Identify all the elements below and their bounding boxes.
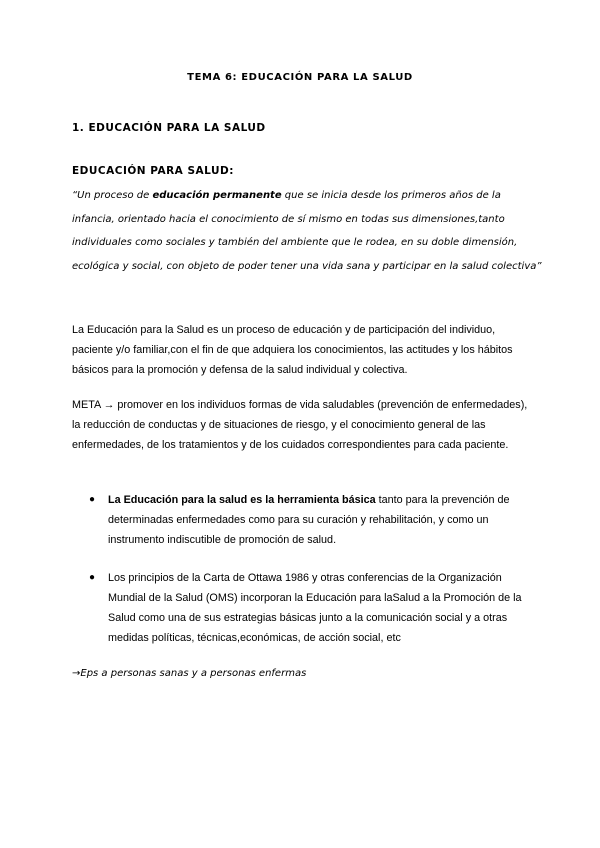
paragraph-definition: La Educación para la Salud es un proceso de educación y de participación del individuo, paciente y/o familiar,con el fin de que adquiera los conocimientos, las actitudes y los hábitos básicos para la promoción y defensa de la salud individual y colectiva. (72, 324, 513, 376)
quote-start: “Un proceso de (72, 190, 153, 201)
document-title: TEMA 6: EDUCACIÓN PARA LA SALUD (187, 72, 413, 83)
bullet-bold-text: La Educación para la salud es la herramienta básica (108, 494, 376, 506)
definition-quote (72, 184, 542, 278)
list-item (72, 490, 534, 550)
bullet-icon: ● (89, 572, 96, 583)
bullet-text: tanto para la prevención de determinadas enfermedades como para su curación y rehabilitación, y como un instrumento indiscutible de promoción de salud. (108, 494, 510, 546)
bullet-icon: ● (89, 494, 96, 505)
bullet-list-1 (72, 490, 534, 550)
list-item (72, 568, 534, 648)
bullet-list-2 (72, 568, 534, 648)
quote-highlight: educación permanente (152, 190, 282, 201)
bullet-text: Los principios de la Carta de Ottawa 1986 y otras conferencias de la Organización Mundial de la Salud (OMS) incorporan la Educación para laSalud a la Promoción de la Salud como una de sus estrategias básicas junto a la comunicación social y a otras medidas políticas, técnicas,económicas, de acción social, etc (108, 572, 522, 644)
closing-note: →Eps a personas sanas y a personas enfermas (72, 668, 307, 679)
definition-label: EDUCACIÓN PARA SALUD: (72, 165, 234, 177)
quote-end: que se inicia desde los primeros años de la infancia, orientado hacia el conocimiento de sí mismo en todas sus dimensiones,tanto individuales como sociales y también del ambiente que le rodea, en su doble dimensión, ecológica y social, con objeto de poder tener una vida sana y participar en la salud colectiva” (72, 190, 542, 272)
paragraph-meta: META → promover en los individuos formas de vida saludables (prevención de enfermedades), la reducción de conductas y de situaciones de riesgo, y el conocimiento general de las enfermedades, de los tratamientos y de los cuidados correspondientes para cada paciente. (72, 399, 528, 451)
section-heading: 1. EDUCACIÓN PARA LA SALUD (72, 122, 266, 134)
